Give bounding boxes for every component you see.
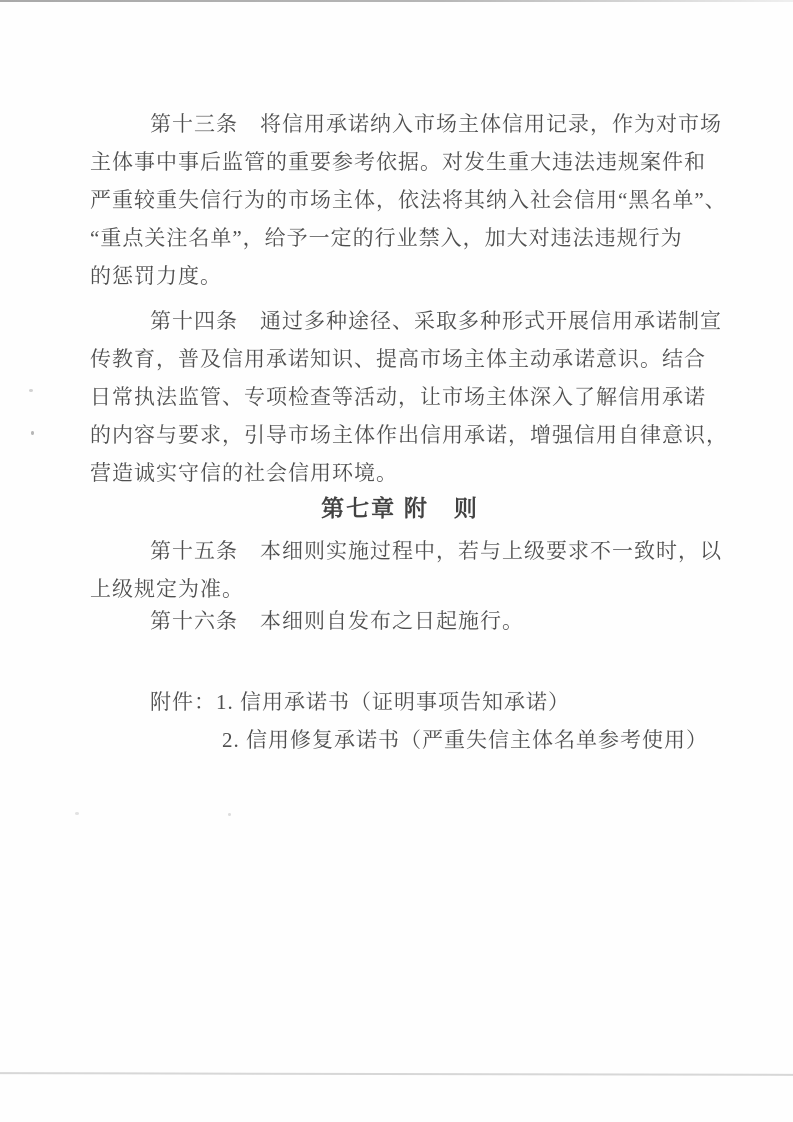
scan-speck <box>31 431 34 435</box>
article-16-line-1: 第十六条 本细则自发布之日起施行。 <box>150 609 524 633</box>
article-13-line-2: 主体事中事后监管的重要参考依据。对发生重大违法违规案件和 <box>90 150 706 174</box>
scan-bottom-edge-line <box>0 1072 793 1076</box>
article-13-line-4: “重点关注名单”，给予一定的行业禁入，加大对违法违规行为 <box>90 226 683 250</box>
scan-top-edge-line <box>0 0 793 2</box>
article-13-line-3: 严重较重失信行为的市场主体，依法将其纳入社会信用“黑名单”、 <box>90 188 727 212</box>
article-15-line-2: 上级规定为准。 <box>90 577 244 601</box>
article-15-paragraph <box>90 532 750 608</box>
article-14-line-5: 营造诚实守信的社会信用环境。 <box>90 461 398 485</box>
attachment-item-1: 附件：1. 信用承诺书（证明事项告知承诺） <box>150 690 570 714</box>
article-14-line-2: 传教育，普及信用承诺知识、提高市场主体主动承诺意识。结合 <box>90 347 706 371</box>
scan-speck <box>228 813 231 816</box>
article-16-paragraph <box>90 602 750 640</box>
article-14-line-4: 的内容与要求，引导市场主体作出信用承诺，增强信用自律意识， <box>90 423 728 447</box>
article-14-line-3: 日常执法监管、专项检查等活动，让市场主体深入了解信用承诺 <box>90 385 706 409</box>
chapter-heading: 第七章 附 则 <box>321 496 479 521</box>
article-13-line-5: 的惩罚力度。 <box>90 264 222 288</box>
scan-speck <box>29 389 33 392</box>
article-15-line-1: 第十五条 本细则实施过程中，若与上级要求不一致时，以 <box>150 539 722 563</box>
article-14-line-1: 第十四条 通过多种途径、采取多种形式开展信用承诺制宣 <box>150 309 722 333</box>
attachments-block <box>150 683 708 759</box>
article-13-paragraph <box>90 105 750 295</box>
scan-speck <box>75 812 79 815</box>
attachment-item-2: 2. 信用修复承诺书（严重失信主体名单参考使用） <box>222 728 708 752</box>
article-13-line-1: 第十三条 将信用承诺纳入市场主体信用记录，作为对市场 <box>150 112 722 136</box>
article-14-paragraph <box>90 302 750 492</box>
